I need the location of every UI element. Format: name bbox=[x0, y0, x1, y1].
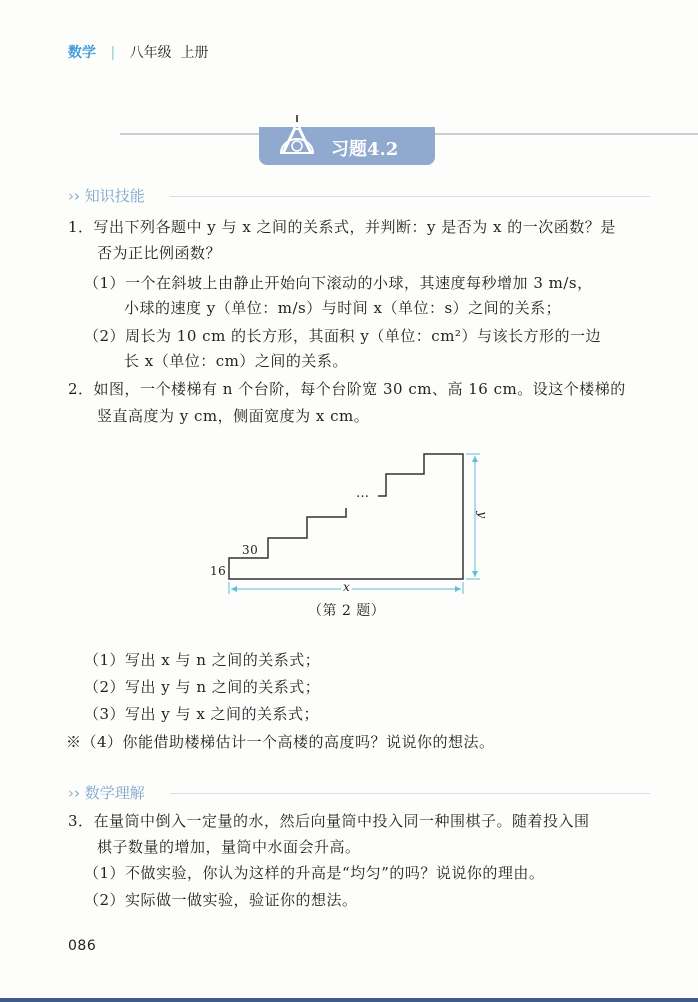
q2-sub: （2）写出 y 与 n 之间的关系式； bbox=[84, 678, 321, 696]
section-rule bbox=[170, 196, 650, 197]
q2-sub: （1）写出 x 与 n 之间的关系式； bbox=[84, 651, 321, 669]
subject-label: 数学 bbox=[68, 45, 96, 61]
q1-line: 1．写出下列各题中 y 与 x 之间的关系式，并判断：y 是否为 x 的一次函数？是 bbox=[68, 218, 616, 236]
q2-line: 2．如图，一个楼梯有 n 个台阶，每个台阶宽 30 cm、高 16 cm。设这个楼梯的 bbox=[68, 380, 626, 398]
q2-sub: （3）写出 y 与 x 之间的关系式； bbox=[84, 705, 320, 723]
section-label: 知识技能 bbox=[84, 187, 145, 205]
step-width-label: 30 bbox=[242, 543, 259, 557]
y-label: y bbox=[475, 511, 490, 519]
page-number: 086 bbox=[68, 938, 97, 954]
chevron-icon: › bbox=[74, 187, 80, 205]
q1-sub2: 长 x（单位：cm）之间的关系。 bbox=[124, 352, 348, 370]
q3-sub: （1）不做实验，你认为这样的升高是“均匀”的吗？说说你的理由。 bbox=[84, 864, 545, 882]
banner-title: 习题4.2 bbox=[331, 139, 399, 160]
q2-line: 竖直高度为 y cm，侧面宽度为 x cm。 bbox=[97, 407, 370, 425]
q1-sub1: （1）一个在斜坡上由静止开始向下滚动的小球，其速度每秒增加 3 m/s， bbox=[84, 274, 593, 292]
figure-caption: （第 2 题） bbox=[308, 603, 386, 619]
compass-icon bbox=[277, 115, 317, 157]
header-separator: | bbox=[110, 45, 116, 61]
title-banner bbox=[259, 127, 435, 165]
running-header bbox=[68, 42, 209, 62]
section-knowledge-skills bbox=[68, 185, 145, 206]
section-rule bbox=[170, 793, 650, 794]
staircase-outline bbox=[229, 454, 463, 579]
q2-sub: ※（4）你能借助楼梯估计一个高楼的高度吗？说说你的想法。 bbox=[66, 733, 495, 751]
q1-line: 否为正比例函数？ bbox=[97, 244, 222, 262]
page-bottom-edge bbox=[0, 998, 698, 1002]
q3-line: 3．在量筒中倒入一定量的水，然后向量筒中投入同一种围棋子。随着投入围 bbox=[68, 812, 590, 830]
chevron-icon: › bbox=[74, 784, 80, 802]
q1-sub1: 小球的速度 y（单位：m/s）与时间 x（单位：s）之间的关系； bbox=[124, 299, 562, 317]
section-math-understanding bbox=[68, 782, 145, 803]
grade-label: 八年级 上册 bbox=[129, 45, 209, 61]
q3-sub: （2）实际做一做实验，验证你的想法。 bbox=[84, 891, 358, 909]
step-height-label: 16 bbox=[210, 564, 227, 578]
x-label: x bbox=[343, 580, 351, 594]
ellipsis-label: … bbox=[356, 486, 370, 501]
chevron-icon: › bbox=[68, 187, 74, 205]
q3-line: 棋子数量的增加，量筒中水面会升高。 bbox=[97, 838, 361, 856]
section-label: 数学理解 bbox=[84, 784, 145, 802]
q1-sub2: （2）周长为 10 cm 的长方形，其面积 y（单位：cm²）与该长方形的一边 bbox=[84, 327, 601, 345]
chevron-icon: › bbox=[68, 784, 74, 802]
